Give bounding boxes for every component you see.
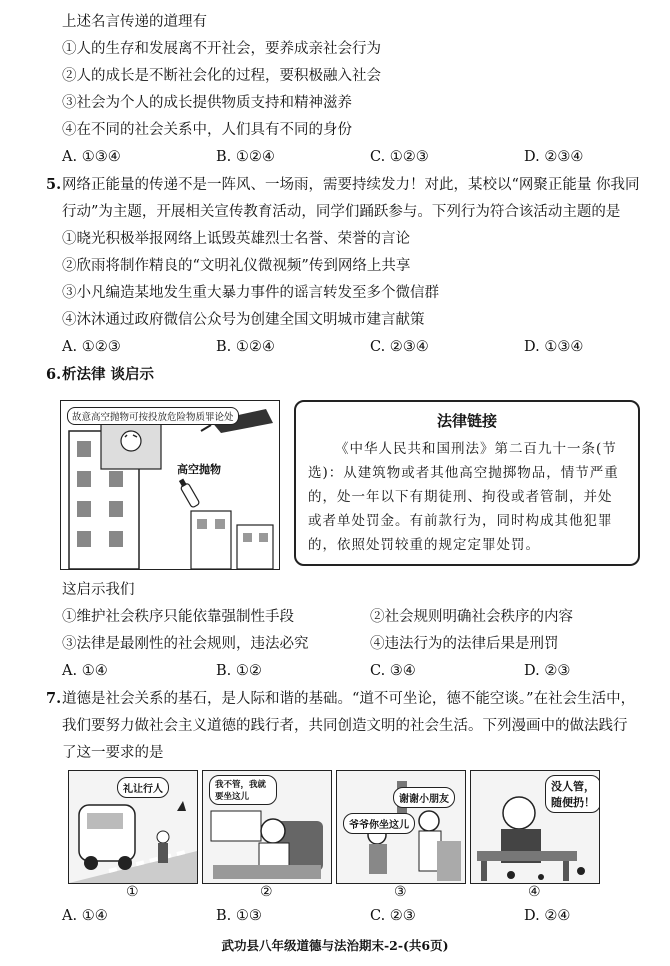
q5-option-d: D. ①③④ [524, 339, 584, 355]
q4-option-d: D. ②③④ [524, 149, 584, 165]
q6-item-4: ④违法行为的法律后果是刑罚 [370, 636, 559, 652]
panel-label-1: ① [126, 884, 139, 900]
q6-option-c: C. ③④ [370, 663, 416, 679]
panel-label-3: ③ [394, 884, 407, 900]
law-link-title: 法律链接 [436, 412, 497, 430]
panel-label-4: ④ [528, 884, 541, 900]
panel-4-bubble: 没人管，随便扔！ [545, 775, 600, 813]
q6-option-b: B. ①② [216, 663, 262, 679]
page-footer: 武功县八年级道德与法治期末-2-(共6页) [221, 938, 449, 953]
q6-option-d: D. ②③ [524, 663, 571, 679]
q4-item-4: ④在不同的社会关系中，人们具有不同的身份 [62, 122, 352, 138]
cartoon-label: 高空抛物 [177, 463, 221, 476]
q5-option-b: B. ①②④ [216, 339, 275, 355]
panel-label-2: ② [260, 884, 273, 900]
q6-stem: 这启示我们 [62, 582, 135, 598]
panel-2-bubble: 我不管，我就要坐这儿 [209, 775, 277, 805]
q4-item-1: ①人的生存和发展离不开社会，要养成亲社会行为 [62, 41, 381, 57]
panel-1-bubble: 礼让行人 [117, 777, 169, 798]
q7-option-c: C. ②③ [370, 908, 416, 924]
q7-stem-line3: 了这一要求的是 [62, 745, 164, 761]
cartoon-panel-3 [336, 770, 466, 884]
q4-option-c: C. ①②③ [370, 149, 429, 165]
q5-stem-line1: 网络正能量的传递不是一阵风、一场雨，需要持续发力！对此，某校以“网聚正能量 你我同 [62, 177, 640, 193]
q7-option-d: D. ②④ [524, 908, 571, 924]
q5-item-2: ②欣雨将制作精良的“文明礼仪微视频”传到网络上共享 [62, 258, 411, 274]
q6-item-2: ②社会规则明确社会秩序的内容 [370, 609, 573, 625]
q5-option-a: A. ①②③ [62, 339, 121, 355]
q5-item-3: ③小凡编造某地发生重大暴力事件的谣言转发至多个微信群 [62, 285, 439, 301]
cartoon-banner: 故意高空抛物可按投放危险物质罪论处 [67, 407, 239, 425]
q4-item-2: ②人的成长是不断社会化的过程，要积极融入社会 [62, 68, 381, 84]
q4-item-3: ③社会为个人的成长提供物质支持和精神滋养 [62, 95, 352, 111]
q4-option-a: A. ①③④ [62, 149, 121, 165]
q5-option-c: C. ②③④ [370, 339, 429, 355]
law-link-text: 《中华人民共和国刑法》第二百九十一条(节选)：从建筑物或者其他高空抛掷物品，情节严重的，处一年以下有期徒刑、拘役或者管制，并处或者单处罚金。有前款行为，同时构成其他犯罪的，依照处罚较重的规定定罪处罚。 [308, 441, 619, 553]
q7-option-b: B. ①③ [216, 908, 262, 924]
q4-stem: 上述名言传递的道理有 [62, 14, 207, 30]
q5-number: 5. [46, 176, 62, 193]
cartoon-panel-2 [202, 770, 332, 884]
q6-option-a: A. ①④ [62, 663, 108, 679]
building-illustration [61, 401, 279, 569]
cartoon-panel-1 [68, 770, 198, 884]
q4-option-b: B. ①②④ [216, 149, 275, 165]
cartoon-panel-4 [470, 770, 600, 884]
q6-item-1: ①维护社会秩序只能依靠强制性手段 [62, 609, 294, 625]
law-link-box [294, 400, 640, 566]
q5-item-1: ①晓光积极举报网络上诋毁英雄烈士名誉、荣誉的言论 [62, 231, 410, 247]
q6-heading: 析法律 谈启示 [62, 366, 155, 383]
panel-3-bubble-1: 谢谢小朋友 [393, 787, 455, 808]
panel-3-bubble-2: 爷爷你坐这儿 [343, 813, 415, 834]
q6-cartoon [60, 400, 280, 570]
q7-stem-line1: 道德是社会关系的基石，是人际和谐的基础。“道不可坐论，德不能空谈。”在社会生活中， [62, 691, 636, 707]
q7-number: 7. [46, 690, 62, 707]
q6-item-3: ③法律是最刚性的社会规则，违法必究 [62, 636, 309, 652]
q7-stem-line2: 我们要努力做社会主义道德的践行者，共同创造文明的社会生活。下列漫画中的做法践行 [62, 718, 628, 734]
q5-item-4: ④沐沐通过政府微信公众号为创建全国文明城市建言献策 [62, 312, 425, 328]
q7-option-a: A. ①④ [62, 908, 108, 924]
q5-stem-line2: 行动”为主题，开展相关宣传教育活动，同学们踊跃参与。下列行为符合该活动主题的是 [62, 204, 621, 220]
q6-number: 6. [46, 366, 62, 383]
